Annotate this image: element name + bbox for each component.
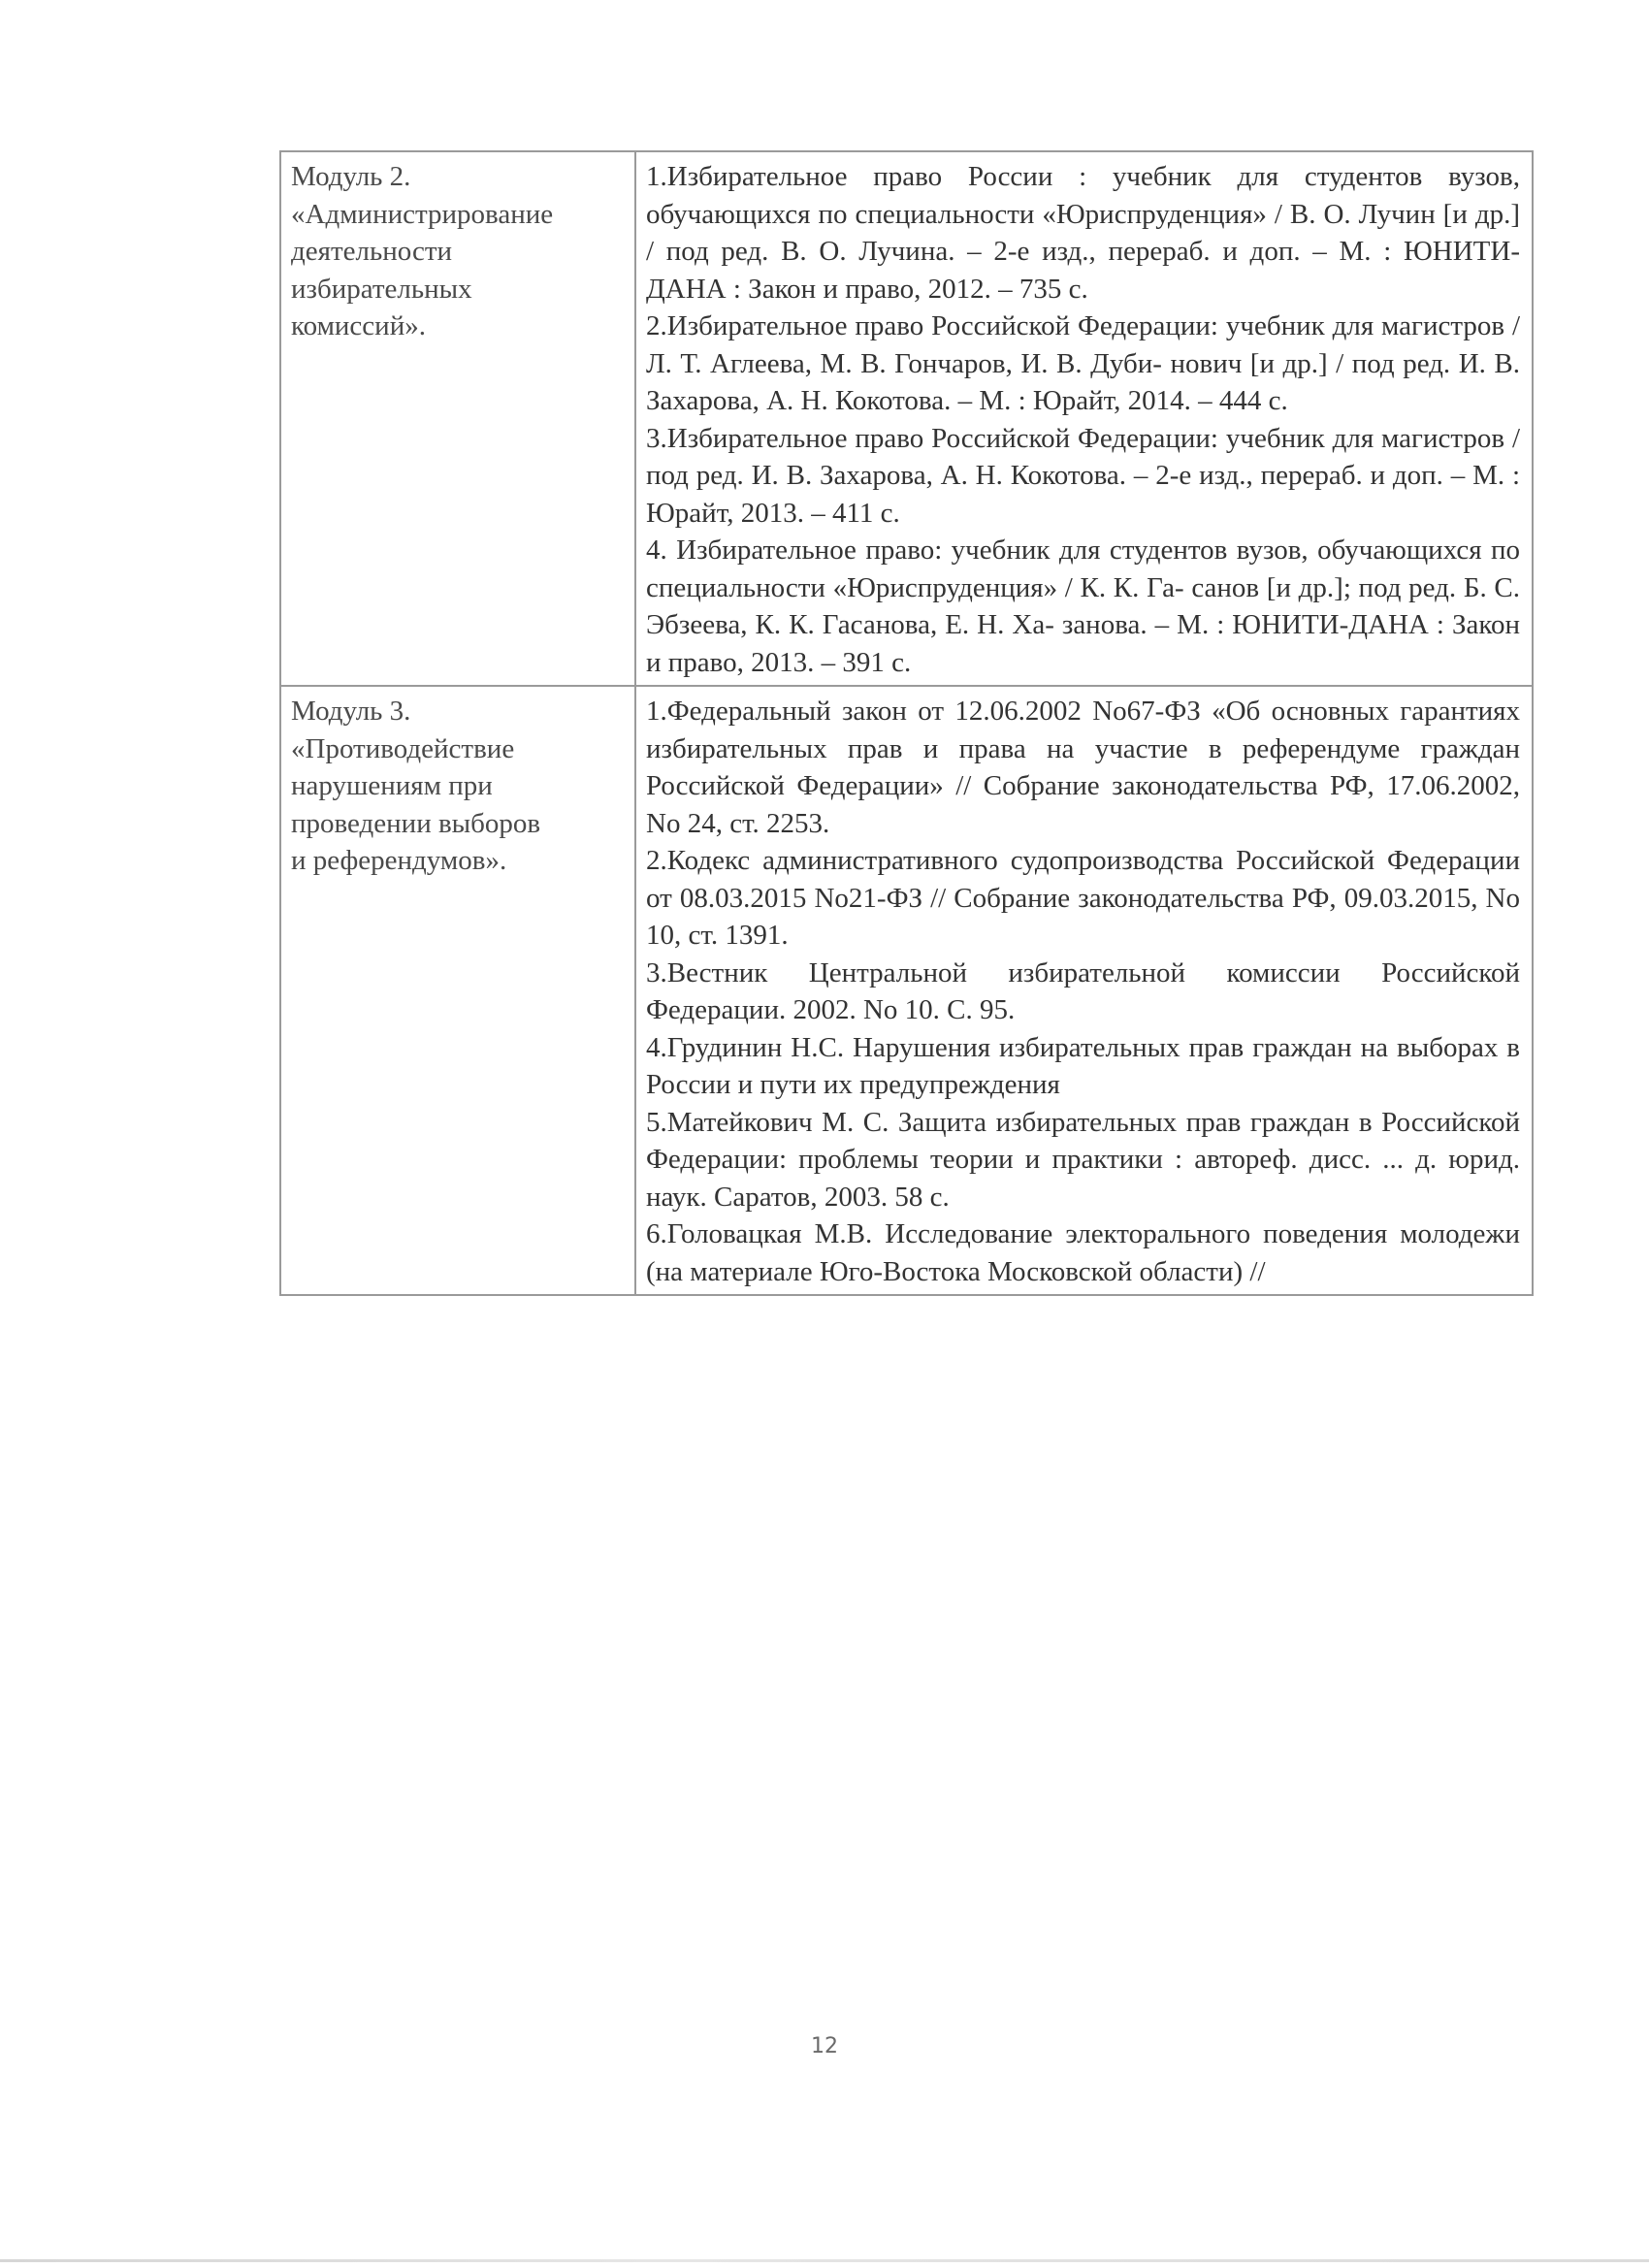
literature-item: 4.Грудинин Н.С. Нарушения избирательных прав граждан на выборах в России и пути их предупреждения [646, 1031, 1520, 1100]
page-number: 12 [811, 2034, 838, 2058]
literature-table [279, 150, 1534, 1296]
module-title-cell [280, 151, 635, 686]
table-row [280, 151, 1533, 686]
literature-item: 3.Вестник Центральной избирательной комиссии Российской Федерации. 2002. No 10. С. 95. [646, 956, 1520, 1025]
module-title-line: «Противодействие [291, 732, 515, 764]
module-title-line: деятельности [291, 236, 453, 267]
module-title-line: Модуль 3. [291, 696, 411, 727]
literature-item: 3.Избирательное право Российской Федерации: учебник для магистров / под ред. И. В. Захарова, А. Н. Кокотова. – 2-е изд., перераб. и доп. – М. : Юрайт, 2013. – 411 с. [646, 422, 1520, 529]
table-row [280, 686, 1533, 1295]
literature-cell [635, 151, 1533, 686]
literature-item: 6.Головацкая М.В. Исследование электорального поведения молодежи (на материале Юго-Востока Московской области) // [646, 1218, 1520, 1287]
literature-item: 1.Федеральный закон от 12.06.2002 No67-ФЗ «Об основных гарантиях избирательных прав и права на участие в референдуме граждан Российской Федерации» // Собрание законодательства РФ, 17.06.2002, No 24, ст. 2253. [646, 696, 1520, 839]
module-title-line: Модуль 2. [291, 161, 411, 192]
literature-item: 2.Кодекс административного судопроизводства Российской Федерации от 08.03.2015 No21-ФЗ // Собрание законодательства РФ, 09.03.2015, No 10, ст. 1391. [646, 845, 1520, 951]
literature-cell [635, 686, 1533, 1295]
module-title-cell [280, 686, 635, 1295]
module-title-line: и референдумов». [291, 845, 507, 876]
module-title-line: нарушениям при [291, 770, 493, 801]
literature-item: 4. Избирательное право: учебник для студентов вузов, обучающихся по специальности «Юриспруденция» / К. К. Га- санов [и др.]; под ред. Б. С. Эбзеева, К. К. Гасанова, Е. Н. Ха- занова. – М. : ЮНИТИ-ДАНА : Закон и право, 2013. – 391 с. [646, 535, 1520, 678]
module-title-line: комиссий». [291, 310, 426, 341]
module-title-line: «Администрирование [291, 198, 554, 230]
scan-edge-divider [0, 2259, 1649, 2262]
literature-item: 5.Матейкович М. С. Защита избирательных прав граждан в Российской Федерации: проблемы теории и практики : автореф. дисс. ... д. юрид. наук. Саратов, 2003. 58 с. [646, 1106, 1520, 1213]
literature-item: 1.Избирательное право России : учебник для студентов вузов, обучающихся по специальности «Юриспруденция» / В. О. Лучин [и др.] / под ред. В. О. Лучина. – 2-е изд., перераб. и доп. – М. : ЮНИТИ-ДАНА : Закон и право, 2012. – 735 с. [646, 161, 1520, 305]
module-title-line: избирательных [291, 273, 472, 305]
module-title-line: проведении выборов [291, 807, 541, 839]
literature-item: 2.Избирательное право Российской Федерации: учебник для магистров / Л. Т. Аглеева, М. В. Гончаров, И. В. Дуби- нович [и др.] / под ред. И. В. Захарова, А. Н. Кокотова. – М. : Юрайт, 2014. – 444 с. [646, 310, 1520, 416]
